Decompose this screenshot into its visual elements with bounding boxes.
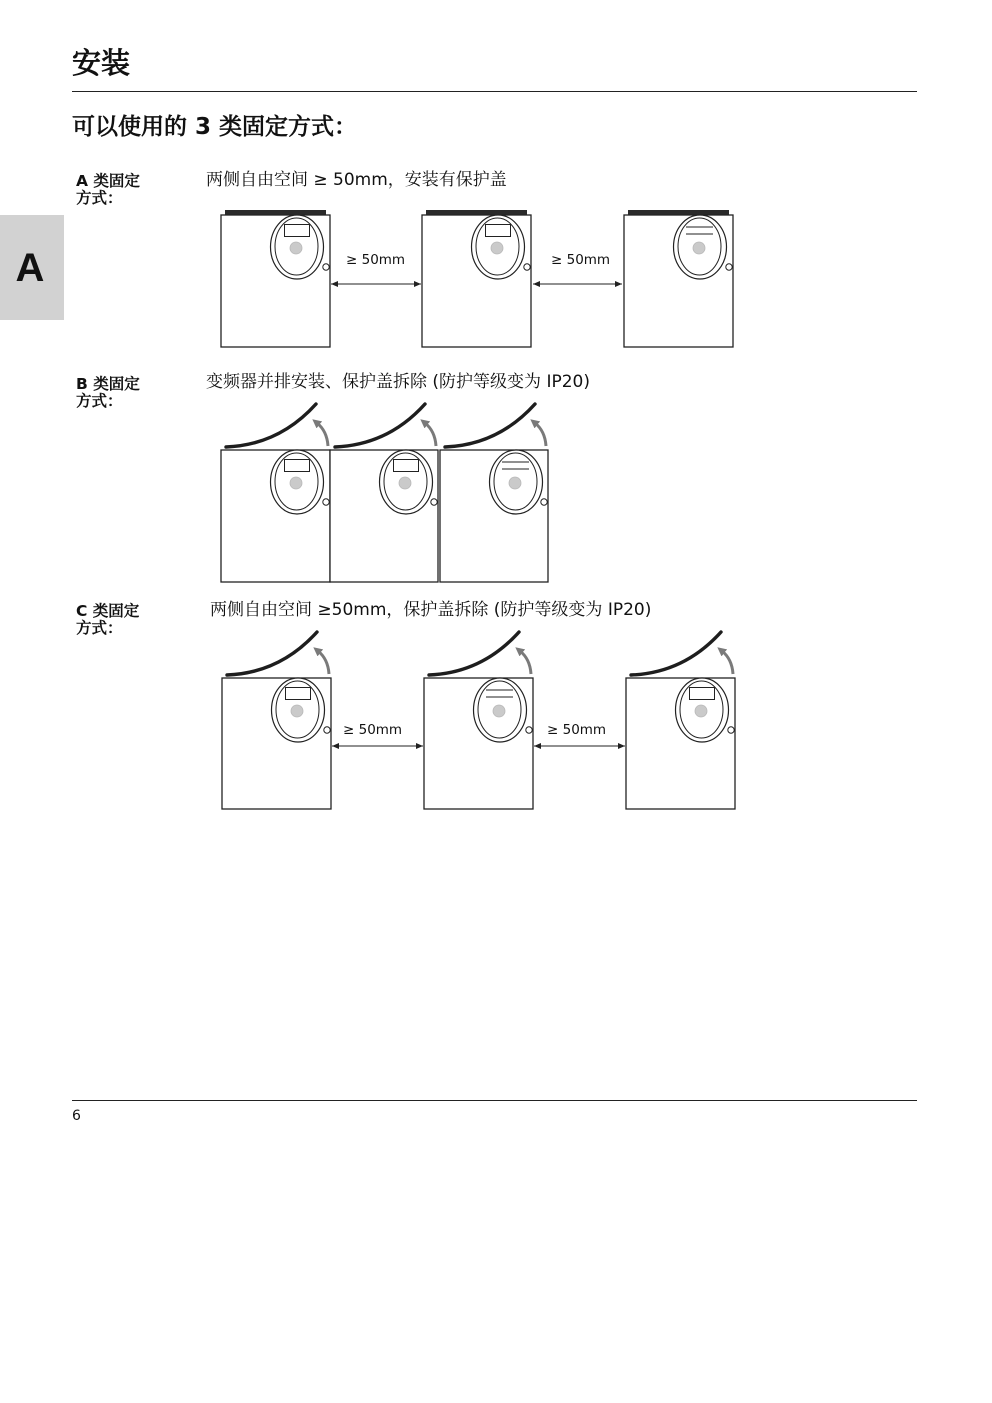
protective-cover [225, 210, 326, 215]
keypad-button [491, 242, 503, 254]
drive-unit [440, 404, 548, 582]
cover-removal-arrow [317, 423, 328, 446]
keypad-button [693, 242, 705, 254]
drive-unit [222, 632, 331, 809]
cover-removal-arrow [535, 423, 546, 446]
page-title: 安装 [72, 46, 131, 80]
section-b-description: 变频器并排安装、保护盖拆除 (防护等级变为 IP20) [206, 372, 590, 392]
cover-removal-arrow [318, 651, 329, 674]
chapter-tab [0, 215, 64, 320]
clearance-label: ≥ 50mm [551, 252, 611, 268]
section-c-description: 两侧自由空间 ≥50mm，保护盖拆除 (防护等级变为 IP20) [210, 600, 652, 620]
cover-screw [323, 264, 329, 270]
keypad-display [486, 225, 511, 237]
cover-screw [726, 264, 732, 270]
keypad-button [290, 242, 302, 254]
section-label-line1: B 类固定 [76, 375, 140, 393]
removed-protective-cover [226, 404, 316, 447]
protective-cover [628, 210, 729, 215]
section-b-label [76, 376, 140, 410]
cover-removal-arrow [520, 651, 531, 674]
diagram-type-a [205, 195, 750, 355]
section-label-line2: 方式： [76, 392, 123, 410]
drive-unit [330, 404, 438, 582]
cover-screw [431, 499, 437, 505]
cover-screw [324, 727, 330, 733]
drive-unit [422, 210, 531, 347]
removed-protective-cover [429, 632, 519, 675]
cover-removal-arrow [425, 423, 436, 446]
cover-screw [526, 727, 532, 733]
protective-cover [426, 210, 527, 215]
section-a-description: 两侧自由空间 ≥ 50mm，安装有保护盖 [206, 170, 507, 190]
section-label-line1: A 类固定 [76, 172, 140, 190]
keypad-button [291, 705, 303, 717]
keypad-button [695, 705, 707, 717]
section-a-label [76, 173, 140, 207]
drive-unit [424, 632, 533, 809]
keypad-display [690, 688, 715, 700]
cover-screw [541, 499, 547, 505]
section-label-line1: C 类固定 [76, 602, 140, 620]
drive-unit [626, 632, 735, 809]
clearance-label: ≥ 50mm [547, 722, 607, 738]
drive-unit [221, 210, 330, 347]
clearance-label: ≥ 50mm [343, 722, 403, 738]
cover-removal-arrow [722, 651, 733, 674]
page-number: 6 [72, 1108, 81, 1124]
intro-heading: 可以使用的 3 类固定方式： [72, 114, 358, 140]
removed-protective-cover [227, 632, 317, 675]
header-divider [72, 91, 917, 92]
keypad-display [394, 460, 419, 472]
keypad-display [285, 225, 310, 237]
cover-screw [728, 727, 734, 733]
keypad-button [399, 477, 411, 489]
section-c-label [76, 603, 139, 637]
section-label-line2: 方式： [76, 619, 123, 637]
section-label-line2: 方式： [76, 189, 123, 207]
drive-unit [221, 404, 330, 582]
diagram-type-b [205, 390, 560, 590]
removed-protective-cover [631, 632, 721, 675]
chapter-tab-letter: A [15, 245, 45, 290]
cover-screw [323, 499, 329, 505]
removed-protective-cover [335, 404, 425, 447]
footer-divider [72, 1100, 917, 1101]
keypad-button [509, 477, 521, 489]
removed-protective-cover [445, 404, 535, 447]
diagram-type-c [205, 615, 750, 815]
drive-unit [624, 210, 733, 347]
keypad-display [286, 688, 311, 700]
clearance-label: ≥ 50mm [346, 252, 406, 268]
keypad-display [285, 460, 310, 472]
keypad-button [290, 477, 302, 489]
keypad-button [493, 705, 505, 717]
cover-screw [524, 264, 530, 270]
